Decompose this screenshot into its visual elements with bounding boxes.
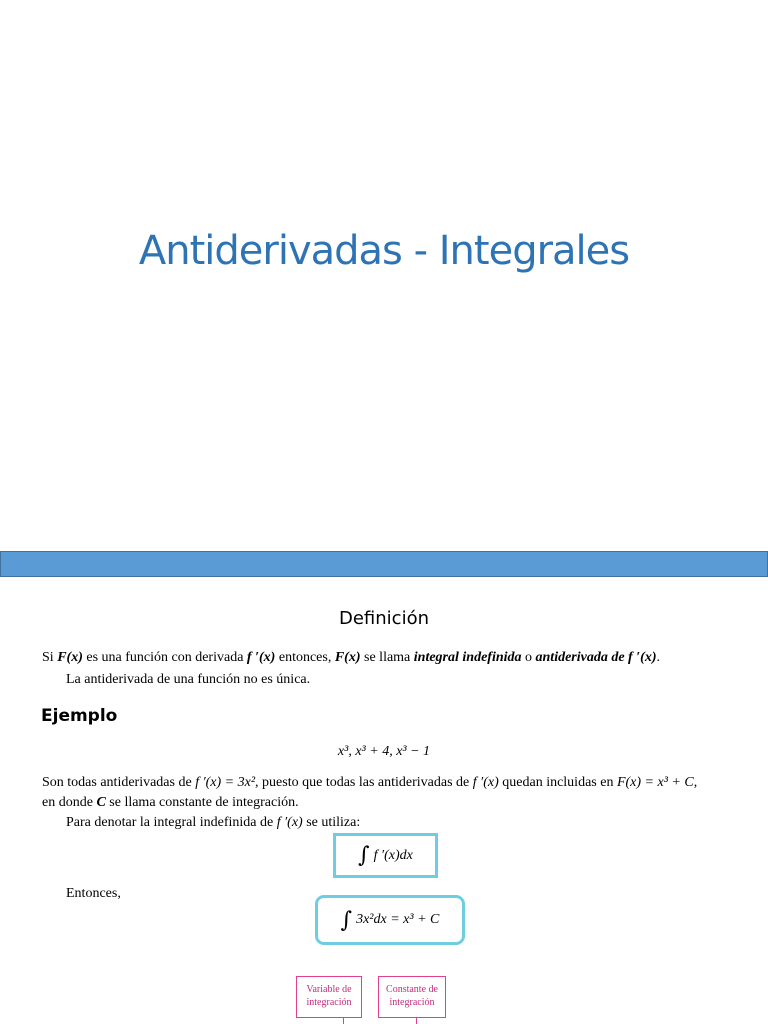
- math-derivative-eq: f ′(x) = 3x²: [195, 775, 256, 790]
- math-C: C: [96, 795, 106, 810]
- explanation-text: quedan incluidas en: [498, 775, 617, 790]
- explanation-text: en donde: [42, 795, 97, 810]
- explanation-text: , puesto que todas las antiderivadas de: [255, 775, 473, 790]
- math-antiderivative-eq: F(x) = x³ + C: [616, 775, 694, 790]
- definition-line-2: La antiderivada de una función no es única.: [66, 672, 311, 687]
- definition-text: Si: [42, 650, 58, 665]
- integral-sign-icon: ∫: [340, 907, 353, 933]
- connector-line: [343, 1018, 344, 1024]
- label-variable-integracion: Variable de integración: [296, 976, 362, 1018]
- connector-line: [416, 1018, 417, 1024]
- math-fpx: f ′(x): [276, 815, 303, 830]
- definition-line-1: [42, 650, 660, 666]
- term-integral-indefinida: integral indefinida: [413, 650, 522, 665]
- integral-sign-icon: ∫: [358, 843, 370, 868]
- math-Fx: F(x): [334, 650, 361, 665]
- entonces-text: Entonces,: [66, 886, 121, 901]
- definition-heading: Definición: [339, 608, 429, 629]
- integral-notation-expr: f ′(x)dx: [373, 847, 413, 863]
- definition-text: .: [656, 650, 660, 665]
- label-constante-integracion: Constante de integración: [378, 976, 446, 1018]
- integral-notation-box: [333, 833, 438, 878]
- math-fpx: f ′(x): [472, 775, 499, 790]
- explanation-line-1: [42, 775, 697, 791]
- explanation-text: ,: [693, 775, 698, 790]
- explanation-text: Son todas antiderivadas de: [42, 775, 196, 790]
- definition-text: o: [521, 650, 536, 665]
- definition-text: entonces,: [275, 650, 335, 665]
- definition-text: es una función con derivada: [82, 650, 247, 665]
- example-math: x³, x³ + 4, x³ − 1: [337, 744, 431, 759]
- integral-example-expr: 3x²dx = x³ + C: [356, 912, 440, 927]
- explanation-line-3: [66, 815, 360, 831]
- slide-title: Antiderivadas - Integrales: [138, 228, 630, 274]
- explanation-text: Para denotar la integral indefinida de: [66, 815, 277, 830]
- slide-divider-bar: [0, 551, 768, 577]
- explanation-text: se utiliza:: [302, 815, 361, 830]
- example-heading: Ejemplo: [41, 706, 118, 726]
- explanation-line-2: [42, 795, 299, 811]
- explanation-text: se llama constante de integración.: [105, 795, 299, 810]
- math-fpx: f ′(x): [246, 650, 276, 665]
- integral-example-box: [315, 895, 465, 945]
- math-Fx: F(x): [57, 650, 83, 665]
- term-antiderivada: antiderivada de f ′(x): [535, 650, 657, 665]
- definition-text: se llama: [360, 650, 414, 665]
- example-expression: [0, 744, 768, 760]
